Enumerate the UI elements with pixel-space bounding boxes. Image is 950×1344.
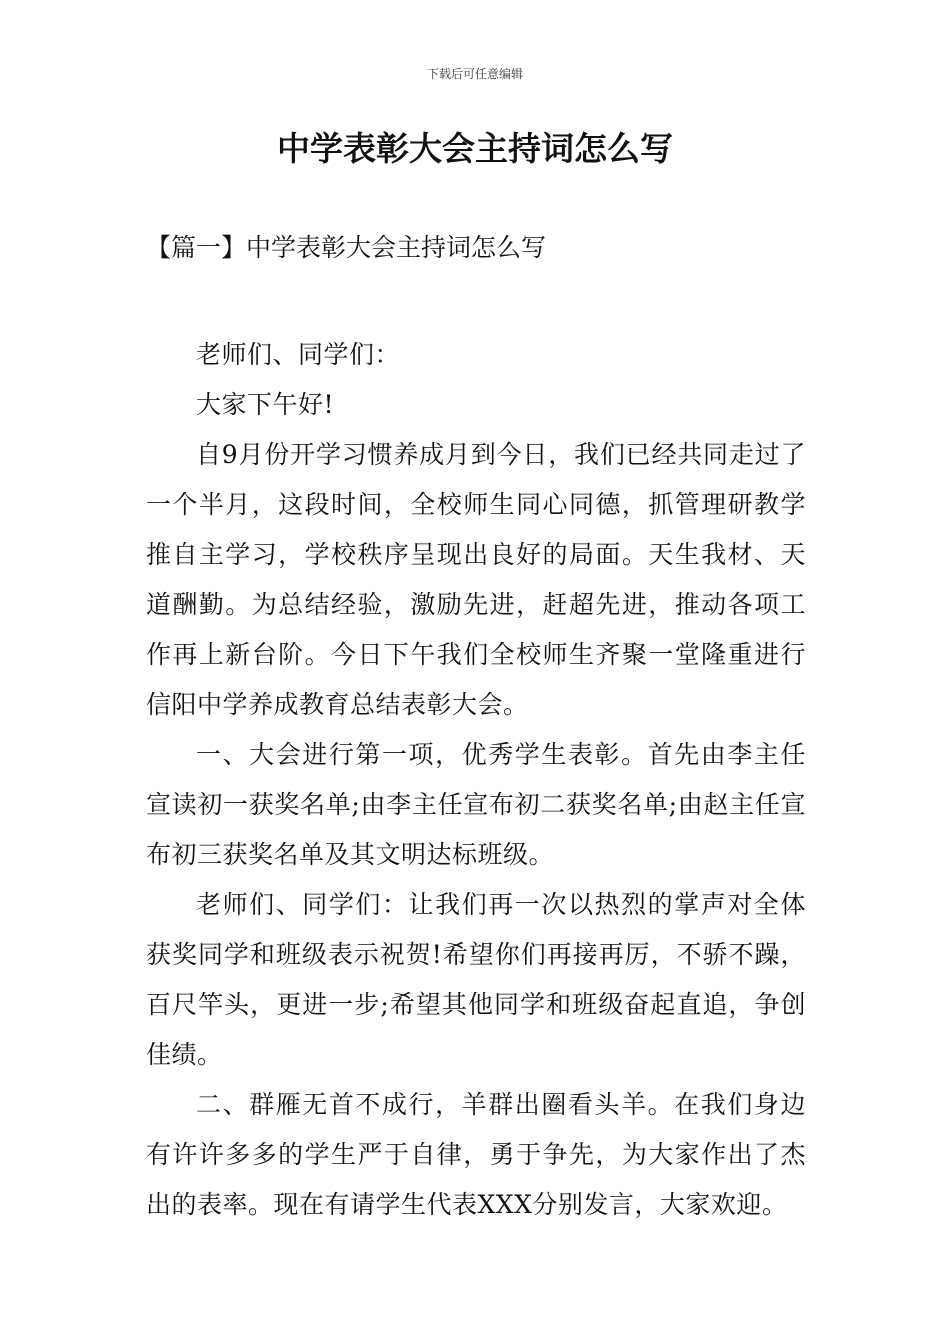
paragraph-item-one: 一、大会进行第一项，优秀学生表彰。首先由李主任宣读初一获奖名单;由李主任宣布初二获奖名单;由赵主任宣布初三获奖名单及其文明达标班级。 (146, 740, 806, 869)
paragraph-greeting: 老师们、同学们： (196, 340, 401, 369)
paragraph-congratulations: 老师们、同学们：让我们再一次以热烈的掌声对全体获奖同学和班级表示祝贺!希望你们再接再厉，不骄不躁，百尺竿头，更进一步;希望其他同学和班级奋起直追，争创佳绩。 (146, 890, 806, 1069)
paragraph-introduction: 自9月份开学习惯养成月到今日，我们已经共同走过了一个半月，这段时间，全校师生同心同德，抓管理研教学推自主学习，学校秩序呈现出良好的局面。天生我材、天道酬勤。为总结经验，激励先进，赶超先进，推动各项工作再上新台阶。今日下午我们全校师生齐聚一堂隆重进行信阳中学养成教育总结表彰大会。 (146, 440, 806, 719)
page-title: 中学表彰大会主持词怎么写 (277, 129, 673, 168)
paragraph-item-two: 二、群雁无首不成行，羊群出圈看头羊。在我们身边有许许多多的学生严于自律，勇于争先，为大家作出了杰出的表率。现在有请学生代表XXX分别发言，大家欢迎。 (146, 1090, 806, 1219)
header-note: 下载后可任意编辑 (426, 67, 523, 81)
document-body (146, 330, 806, 1230)
section-heading: 【篇一】中学表彰大会主持词怎么写 (146, 233, 547, 262)
paragraph-good-afternoon: 大家下午好! (196, 390, 335, 419)
